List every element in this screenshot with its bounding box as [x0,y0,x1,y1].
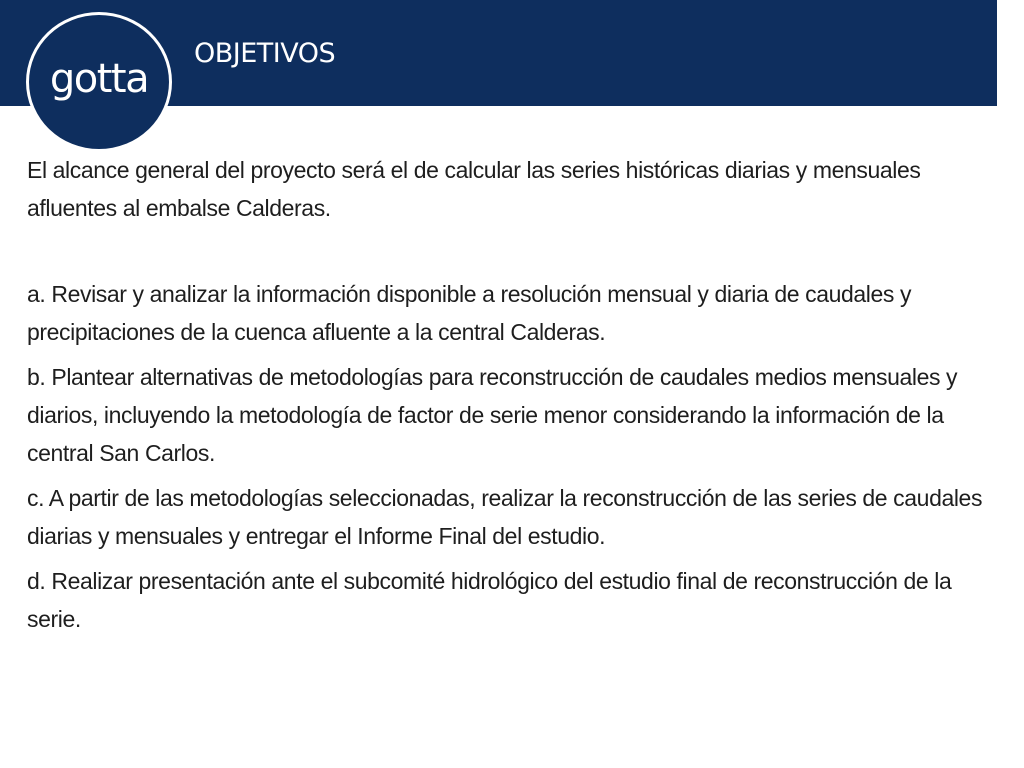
objective-item-c: c. A partir de las metodologías seleccionadas, realizar la reconstrucción de las series de caudales diarias y mensuales y entregar el Informe Final del estudio. [27,485,983,549]
logo-wordmark: gotta [49,56,149,102]
slide-title: OBJETIVOS [194,38,336,69]
objective-item-d: d. Realizar presentación ante el subcomité hidrológico del estudio final de reconstrucción de la serie. [27,568,952,632]
objective-item-a: a. Revisar y analizar la información disponible a resolución mensual y diaria de caudales y precipitaciones de la cuenca afluente a la central Calderas. [27,281,912,345]
intro-paragraph: El alcance general del proyecto será el de calcular las series históricas diarias y mensuales afluentes al embalse Calderas. [27,157,921,221]
gotta-logo [26,12,172,152]
objective-item-b: b. Plantear alternativas de metodologías para reconstrucción de caudales medios mensuales y diarios, incluyendo la metodología de factor de serie menor considerando la información de la central San Carlos. [27,364,958,466]
slide-body [27,151,1002,645]
